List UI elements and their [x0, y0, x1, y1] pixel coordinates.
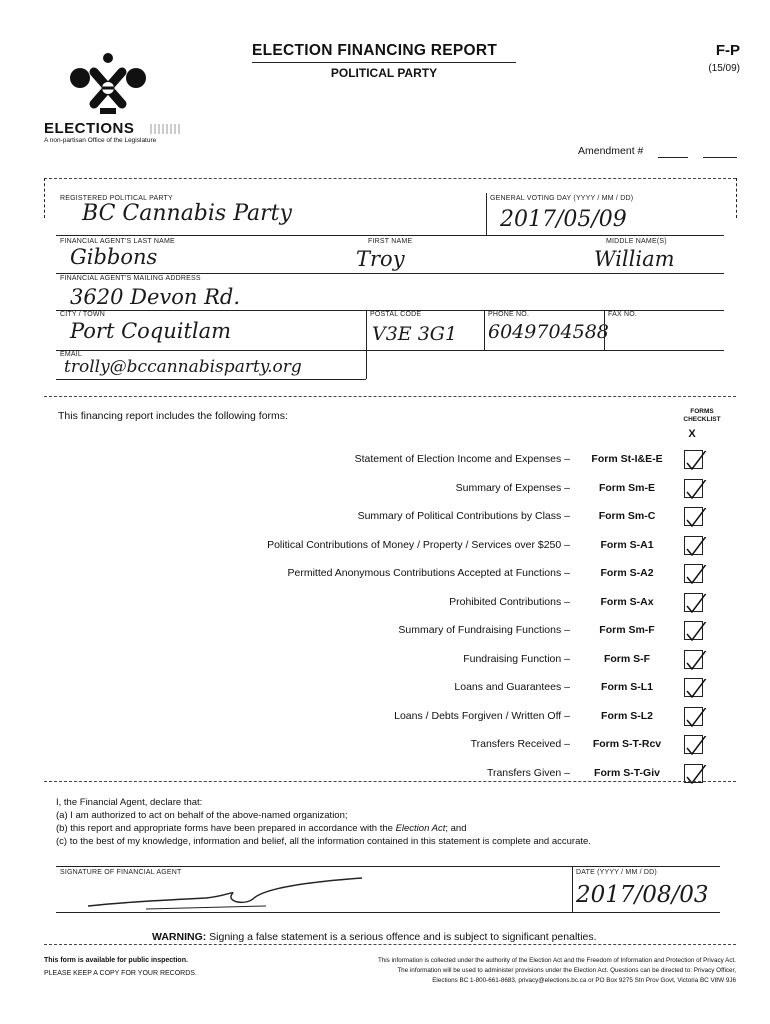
form-item-code: Form S-Ax: [600, 596, 654, 608]
form-item-code: Form Sm-F: [599, 624, 655, 636]
form-item-code: Form S-L1: [601, 681, 653, 693]
phone-value[interactable]: 6049704588: [488, 321, 609, 343]
agent-last-label: FINANCIAL AGENT'S LAST NAME: [60, 238, 175, 245]
info-line-3: Elections BC 1-800-661-8683, privacy@elections.bc.ca or PO Box 9275 Stn Prov Govt, Victoria BC V8W 9J6: [432, 977, 736, 984]
form-item-label: Transfers Given –: [486, 767, 570, 779]
city-value[interactable]: Port Coquitlam: [70, 319, 232, 343]
form-item-checkbox[interactable]: [684, 735, 703, 754]
checkmark-icon: [685, 594, 709, 616]
email-value[interactable]: trolly@bccannabisparty.org: [64, 357, 302, 377]
mailing-value[interactable]: 3620 Devon Rd.: [70, 285, 241, 309]
form-item-code: Form S-F: [603, 653, 651, 665]
signature-scribble[interactable]: [86, 876, 366, 912]
form-item-checkbox[interactable]: [684, 707, 703, 726]
checklist-header: FORMS CHECKLIST: [683, 408, 721, 423]
checkmark-icon: [685, 537, 709, 559]
amendment-label: Amendment #: [578, 145, 644, 157]
first-name-value[interactable]: Troy: [356, 247, 405, 271]
form-version: (15/09): [708, 63, 740, 74]
report-title: ELECTION FINANCING REPORT: [252, 42, 498, 59]
signature-label: SIGNATURE OF FINANCIAL AGENT: [60, 869, 182, 876]
party-label: REGISTERED POLITICAL PARTY: [60, 195, 173, 202]
form-item-checkbox[interactable]: [684, 621, 703, 640]
declaration-c: (c) to the best of my knowledge, information and belief, all the information contained in this statement is complete and accurate.: [56, 836, 591, 847]
first-name-label: FIRST NAME: [368, 238, 413, 245]
agent-last-value[interactable]: Gibbons: [70, 245, 158, 269]
form-item-label: Loans and Guarantees –: [454, 681, 570, 693]
form-item-checkbox[interactable]: [684, 450, 703, 469]
logo-trailer-decoration: [150, 124, 180, 134]
org-name: ELECTIONS: [44, 120, 135, 137]
checkmark-icon: [685, 765, 709, 787]
form-item-code: Form S-A1: [600, 539, 654, 551]
checkmark-icon: [685, 708, 709, 730]
form-item-code: Form S-T-Giv: [594, 767, 660, 779]
elections-logo-icon: [64, 48, 152, 120]
warning-label: WARNING:: [152, 931, 207, 943]
signature-section: [56, 866, 720, 912]
party-value[interactable]: BC Cannabis Party: [82, 201, 292, 226]
voting-day-label: GENERAL VOTING DAY (YYYY / MM / DD): [490, 195, 634, 202]
middle-name-value[interactable]: William: [594, 247, 675, 271]
checklist-mark: X: [688, 428, 696, 440]
mailing-label: FINANCIAL AGENT'S MAILING ADDRESS: [60, 275, 201, 282]
form-item-label: Loans / Debts Forgiven / Written Off –: [394, 710, 570, 722]
warning-text: Signing a false statement is a serious offence and is subject to significant penalties.: [209, 931, 597, 943]
form-item-label: Fundraising Function –: [463, 653, 570, 665]
form-item-label: Political Contributions of Money / Property / Services over $250 –: [267, 539, 570, 551]
form-item-checkbox[interactable]: [684, 479, 703, 498]
public-inspection-note: This form is available for public inspection.: [44, 957, 188, 964]
checkmark-icon: [685, 736, 709, 758]
form-item-label: Summary of Fundraising Functions –: [398, 624, 570, 636]
form-item-label: Prohibited Contributions –: [449, 596, 570, 608]
warning: [152, 931, 597, 943]
form-item-code: Form S-L2: [601, 710, 653, 722]
form-item-code: Form S-T-Rcv: [592, 738, 662, 750]
report-subtitle: POLITICAL PARTY: [330, 66, 438, 80]
date-value[interactable]: 2017/08/03: [576, 882, 709, 908]
form-item-code: Form S-A2: [600, 567, 654, 579]
form-item-checkbox[interactable]: [684, 678, 703, 697]
info-line-2: The information will be used to administer provisions under the Election Act. Questions can be directed to: Privacy Officer,: [397, 967, 736, 974]
declaration-a: (a) I am authorized to act on behalf of the above-named organization;: [56, 810, 348, 821]
form-item-label: Transfers Received –: [470, 738, 570, 750]
declaration-b: (b) this report and appropriate forms have been prepared in accordance with the Election Act; and: [56, 823, 467, 834]
voting-day-value[interactable]: 2017/05/09: [500, 207, 627, 232]
checkmark-icon: [685, 565, 709, 587]
date-label: DATE (YYYY / MM / DD): [576, 869, 657, 876]
email-label: EMAIL: [60, 351, 83, 358]
form-item-code: Form St-I&E-E: [591, 453, 663, 465]
fax-label: FAX NO.: [608, 311, 638, 318]
form-item-checkbox[interactable]: [684, 536, 703, 555]
form-item-code: Form Sm-C: [598, 510, 656, 522]
form-item-label: Statement of Election Income and Expenses –: [354, 453, 570, 465]
form-item-checkbox[interactable]: [684, 650, 703, 669]
checkmark-icon: [685, 508, 709, 530]
form-code: F-P: [715, 42, 740, 59]
info-line-1: This information is collected under the authority of the Election Act and the Freedom of Information and Protection of Privacy Act.: [377, 957, 736, 964]
declaration-intro: I, the Financial Agent, declare that:: [56, 797, 203, 808]
phone-label: PHONE NO.: [488, 311, 530, 318]
forms-intro: This financing report includes the following forms:: [58, 410, 288, 422]
middle-name-label: MIDDLE NAME(S): [606, 238, 667, 245]
form-item-checkbox[interactable]: [684, 507, 703, 526]
checkmark-icon: [685, 622, 709, 644]
postal-label: POSTAL CODE: [370, 311, 422, 318]
checkmark-icon: [685, 451, 709, 473]
checkmark-icon: [685, 651, 709, 673]
checkmark-icon: [685, 480, 709, 502]
keep-copy-note: PLEASE KEEP A COPY FOR YOUR RECORDS.: [44, 970, 197, 977]
form-item-checkbox[interactable]: [684, 564, 703, 583]
election-act-ref: Election Act: [395, 823, 446, 834]
form-item-code: Form Sm-E: [598, 482, 655, 494]
identification-section: [56, 193, 724, 379]
form-item-label: Summary of Expenses –: [455, 482, 570, 494]
postal-value[interactable]: V3E 3G1: [372, 323, 458, 345]
city-label: CITY / TOWN: [60, 311, 105, 318]
form-item-label: Permitted Anonymous Contributions Accepted at Functions –: [287, 567, 570, 579]
org-tagline: A non-partisan Office of the Legislature: [44, 137, 157, 144]
form-item-label: Summary of Political Contributions by Class –: [357, 510, 570, 522]
checkmark-icon: [685, 679, 709, 701]
form-item-checkbox[interactable]: [684, 593, 703, 612]
